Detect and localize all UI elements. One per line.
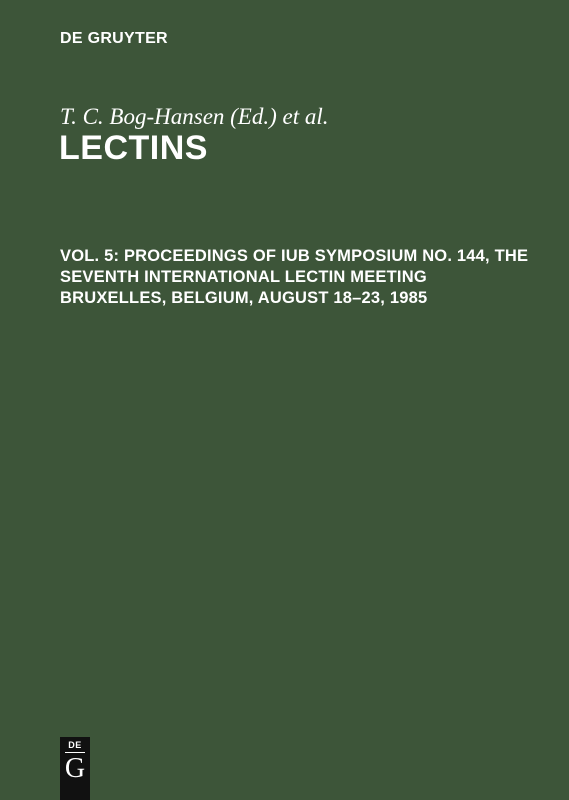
logo-g-letter: G <box>64 753 86 784</box>
publisher-name: DE GRUYTER <box>60 30 168 47</box>
publisher-logo-icon <box>60 737 90 800</box>
author-line: T. C. Bog-Hansen (Ed.) et al. <box>60 104 329 129</box>
logo-de-text: DE <box>68 740 82 750</box>
book-subtitle: VOL. 5: PROCEEDINGS OF IUB SYMPOSIUM NO. 144, THE SEVENTH INTERNATIONAL LECTIN MEETING BRUXELLES, BELGIUM, AUGUST 18–23, 1985 <box>60 247 529 307</box>
book-title: LECTINS <box>59 129 208 167</box>
